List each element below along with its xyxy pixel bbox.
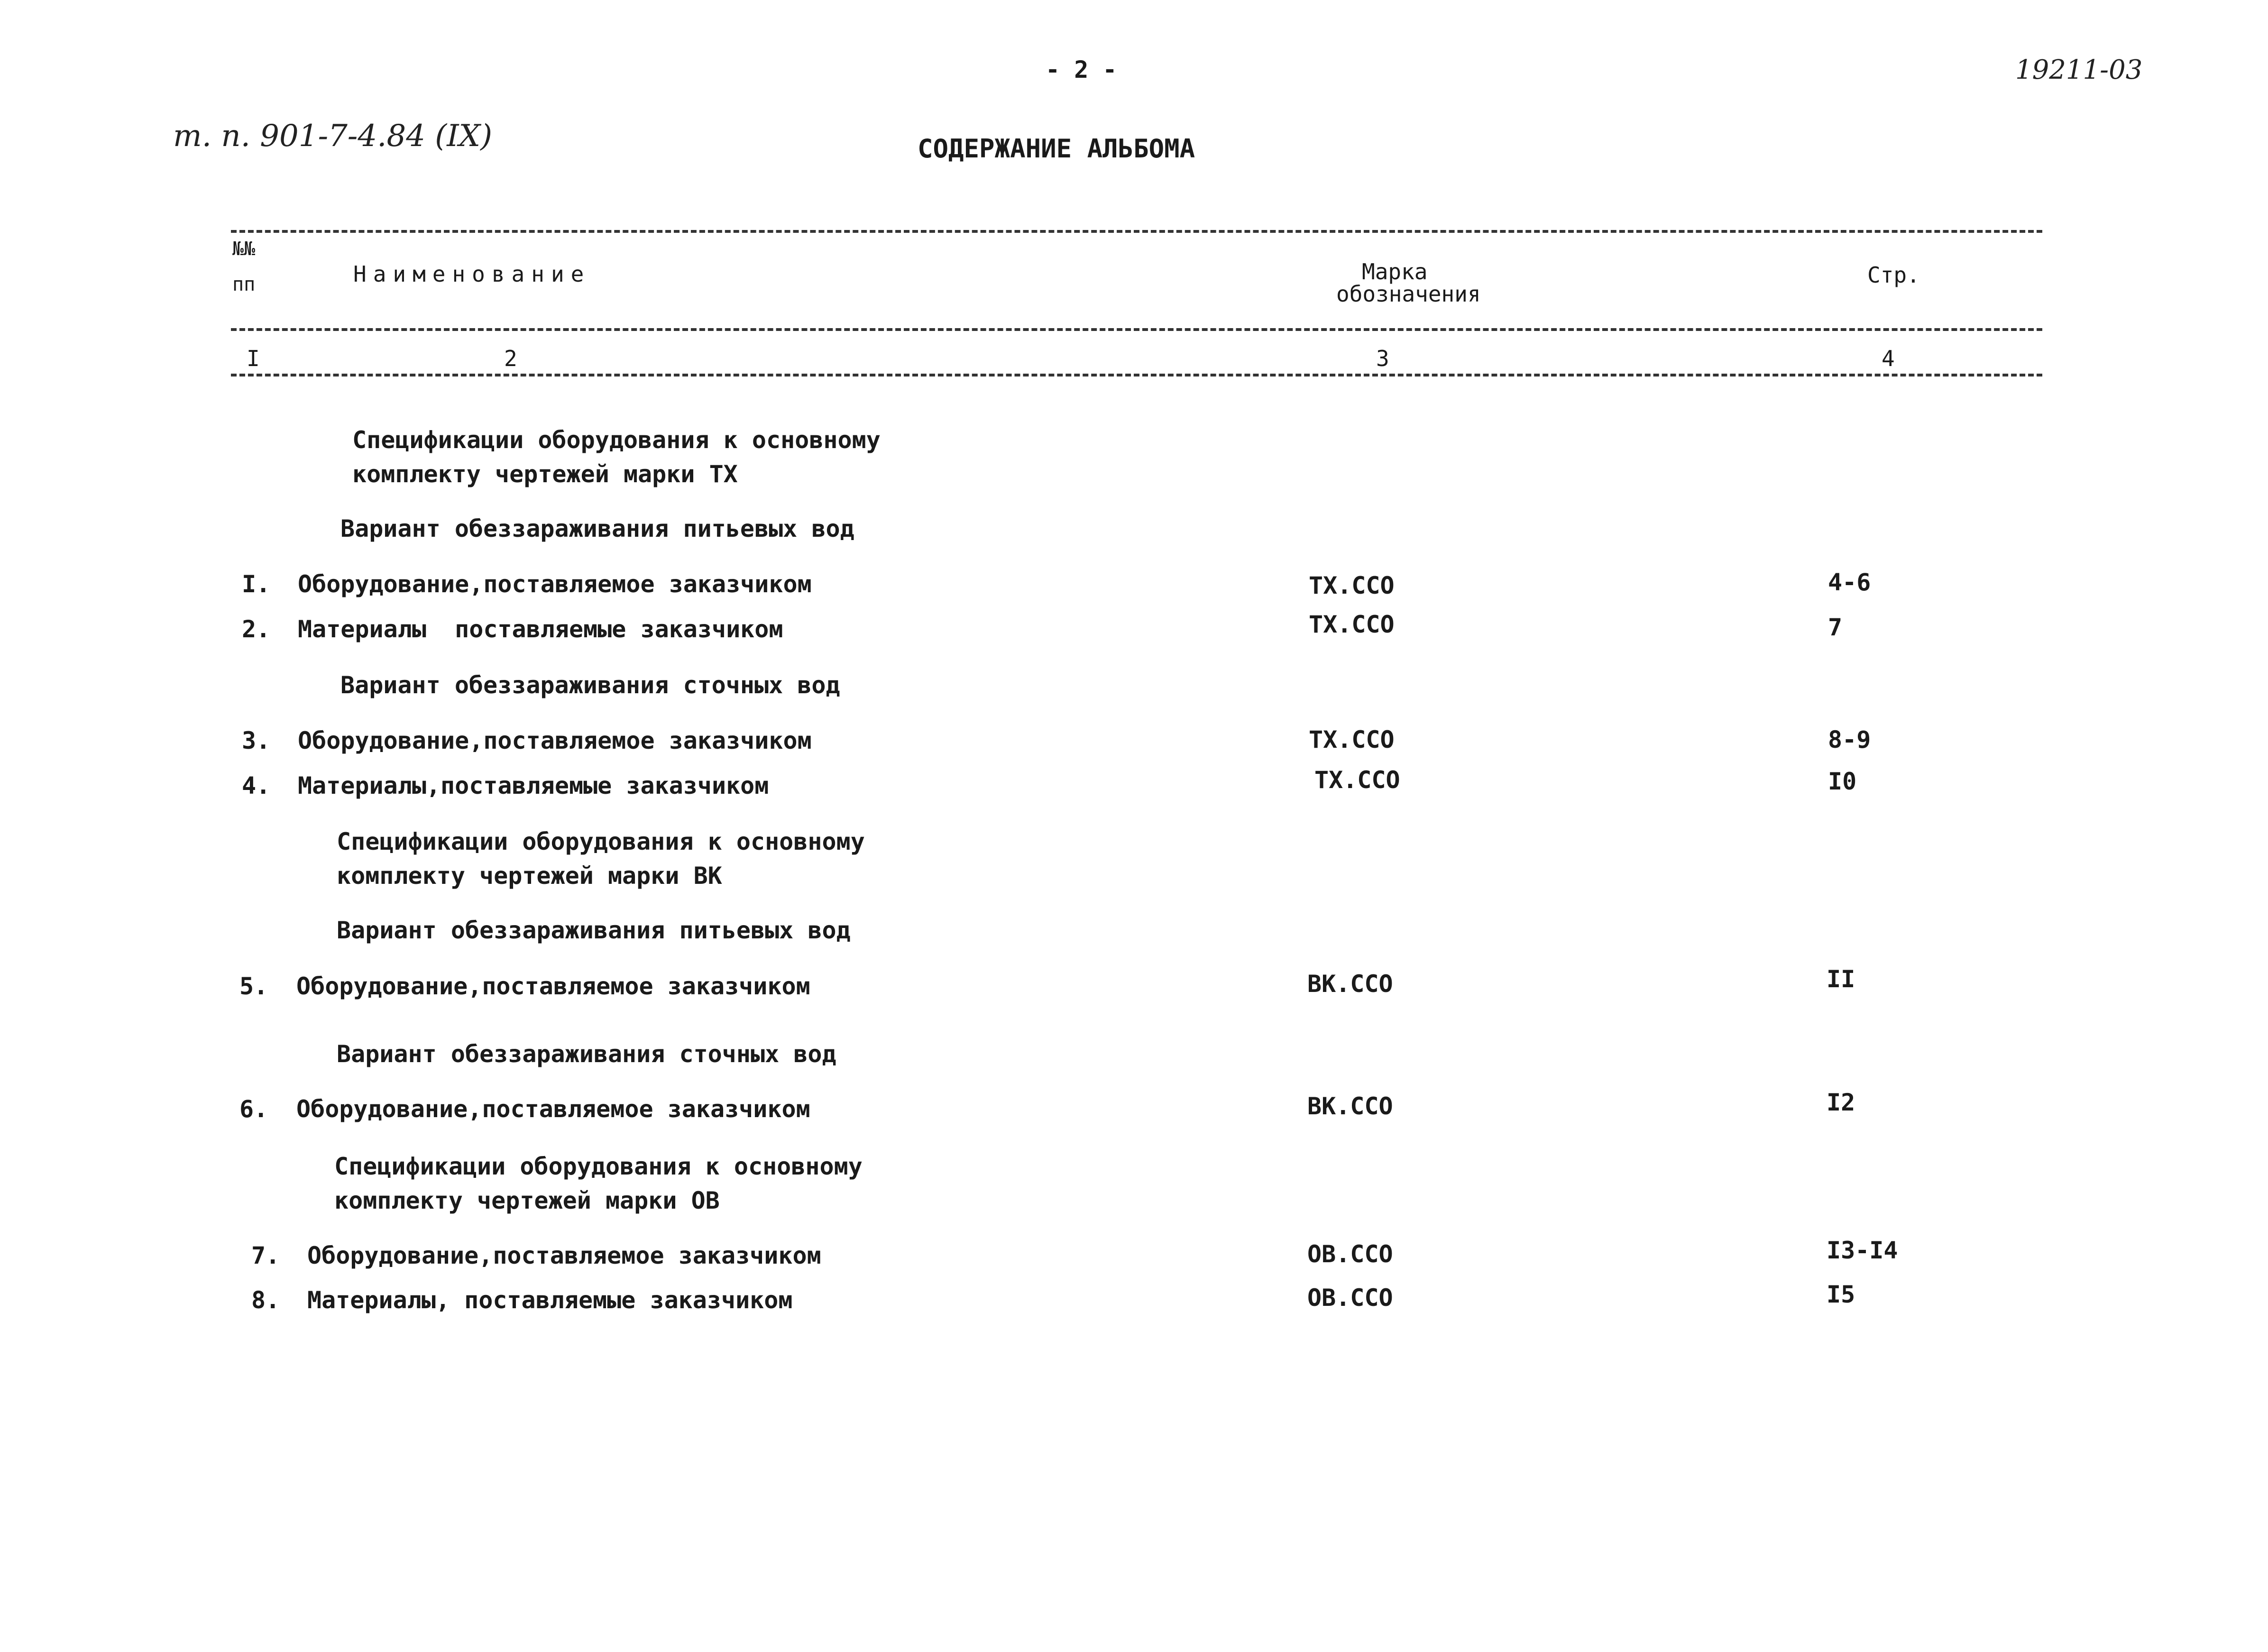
row-5-name: Оборудование,поставляемое заказчиком bbox=[296, 973, 810, 1000]
subheading-drinking-water-vk: Вариант обеззараживания питьевых вод bbox=[337, 917, 851, 944]
row-8-mark: ОВ.ССО bbox=[1307, 1284, 1393, 1312]
row-2-page: 7 bbox=[1828, 614, 1843, 641]
subheading-waste-water: Вариант обеззараживания сточных вод bbox=[340, 671, 840, 699]
column-header-number-line2: пп bbox=[232, 274, 256, 295]
table-numbers-rule bbox=[231, 374, 2042, 376]
row-3-page: 8-9 bbox=[1828, 726, 1871, 753]
column-header-page: Стр. bbox=[1867, 262, 1920, 288]
row-7-number: 7. bbox=[251, 1242, 280, 1269]
row-4-page: I0 bbox=[1828, 768, 1857, 795]
row-1-name: Оборудование,поставляемое заказчиком bbox=[298, 570, 812, 598]
column-number-1: I bbox=[247, 346, 260, 371]
row-8-page: I5 bbox=[1827, 1281, 1855, 1308]
row-7-mark: ОВ.ССО bbox=[1307, 1240, 1393, 1268]
row-2-mark: ТХ.ССО bbox=[1309, 611, 1395, 638]
column-header-name: Наименование bbox=[353, 261, 591, 287]
section-heading-tx-line2: комплекту чертежей марки ТХ bbox=[352, 460, 738, 488]
row-7-name: Оборудование,поставляемое заказчиком bbox=[307, 1242, 821, 1269]
row-5-mark: ВК.ССО bbox=[1307, 970, 1393, 998]
row-6-number: 6. bbox=[239, 1095, 268, 1123]
row-3-mark: ТХ.ССО bbox=[1309, 726, 1395, 753]
page-title: СОДЕРЖАНИЕ АЛЬБОМА bbox=[918, 134, 1195, 164]
row-1-mark: ТХ.ССО bbox=[1309, 572, 1395, 599]
column-header-mark-line1: Марка bbox=[1362, 259, 1428, 285]
table-top-rule bbox=[231, 230, 2042, 233]
row-1-number: I. bbox=[242, 570, 271, 598]
section-heading-ov-line2: комплекту чертежей марки ОВ bbox=[334, 1187, 720, 1214]
column-header-number-line1: №№ bbox=[232, 238, 256, 260]
section-heading-vk-line2: комплекту чертежей марки ВК bbox=[337, 862, 722, 890]
row-4-number: 4. bbox=[242, 772, 271, 799]
row-4-mark: ТХ.ССО bbox=[1314, 766, 1400, 794]
row-1-page: 4-6 bbox=[1828, 569, 1871, 596]
row-3-name: Оборудование,поставляемое заказчиком bbox=[298, 727, 812, 754]
subheading-drinking-water: Вариант обеззараживания питьевых вод bbox=[340, 515, 854, 542]
row-2-name: Материалы поставляемые заказчиком bbox=[298, 615, 783, 643]
row-2-number: 2. bbox=[242, 615, 271, 643]
row-8-number: 8. bbox=[251, 1286, 280, 1314]
column-number-2: 2 bbox=[504, 346, 517, 371]
column-header-mark-line2: обозначения bbox=[1336, 281, 1481, 307]
table-header-rule bbox=[231, 328, 2042, 331]
subheading-waste-water-vk: Вариант обеззараживания сточных вод bbox=[337, 1040, 836, 1068]
handwritten-inventory-number: 19211-03 bbox=[2015, 55, 2143, 85]
section-heading-vk-line1: Спецификации оборудования к основному bbox=[337, 828, 865, 855]
row-5-number: 5. bbox=[239, 973, 268, 1000]
section-heading-ov-line1: Спецификации оборудования к основному bbox=[334, 1153, 863, 1180]
row-6-name: Оборудование,поставляемое заказчиком bbox=[296, 1095, 810, 1123]
column-number-4: 4 bbox=[1882, 346, 1895, 371]
section-heading-tx-line1: Спецификации оборудования к основному bbox=[352, 426, 881, 454]
handwritten-project-code: т. п. 901-7-4.84 (IX) bbox=[173, 119, 493, 154]
column-number-3: 3 bbox=[1376, 346, 1389, 371]
row-7-page: I3-I4 bbox=[1827, 1237, 1898, 1264]
row-6-mark: ВК.ССО bbox=[1307, 1092, 1393, 1120]
row-5-page: II bbox=[1827, 965, 1855, 993]
row-8-name: Материалы, поставляемые заказчиком bbox=[307, 1286, 793, 1314]
row-6-page: I2 bbox=[1827, 1089, 1855, 1116]
row-3-number: 3. bbox=[242, 727, 271, 754]
row-4-name: Материалы,поставляемые заказчиком bbox=[298, 772, 769, 799]
page-number: - 2 - bbox=[1046, 56, 1117, 83]
